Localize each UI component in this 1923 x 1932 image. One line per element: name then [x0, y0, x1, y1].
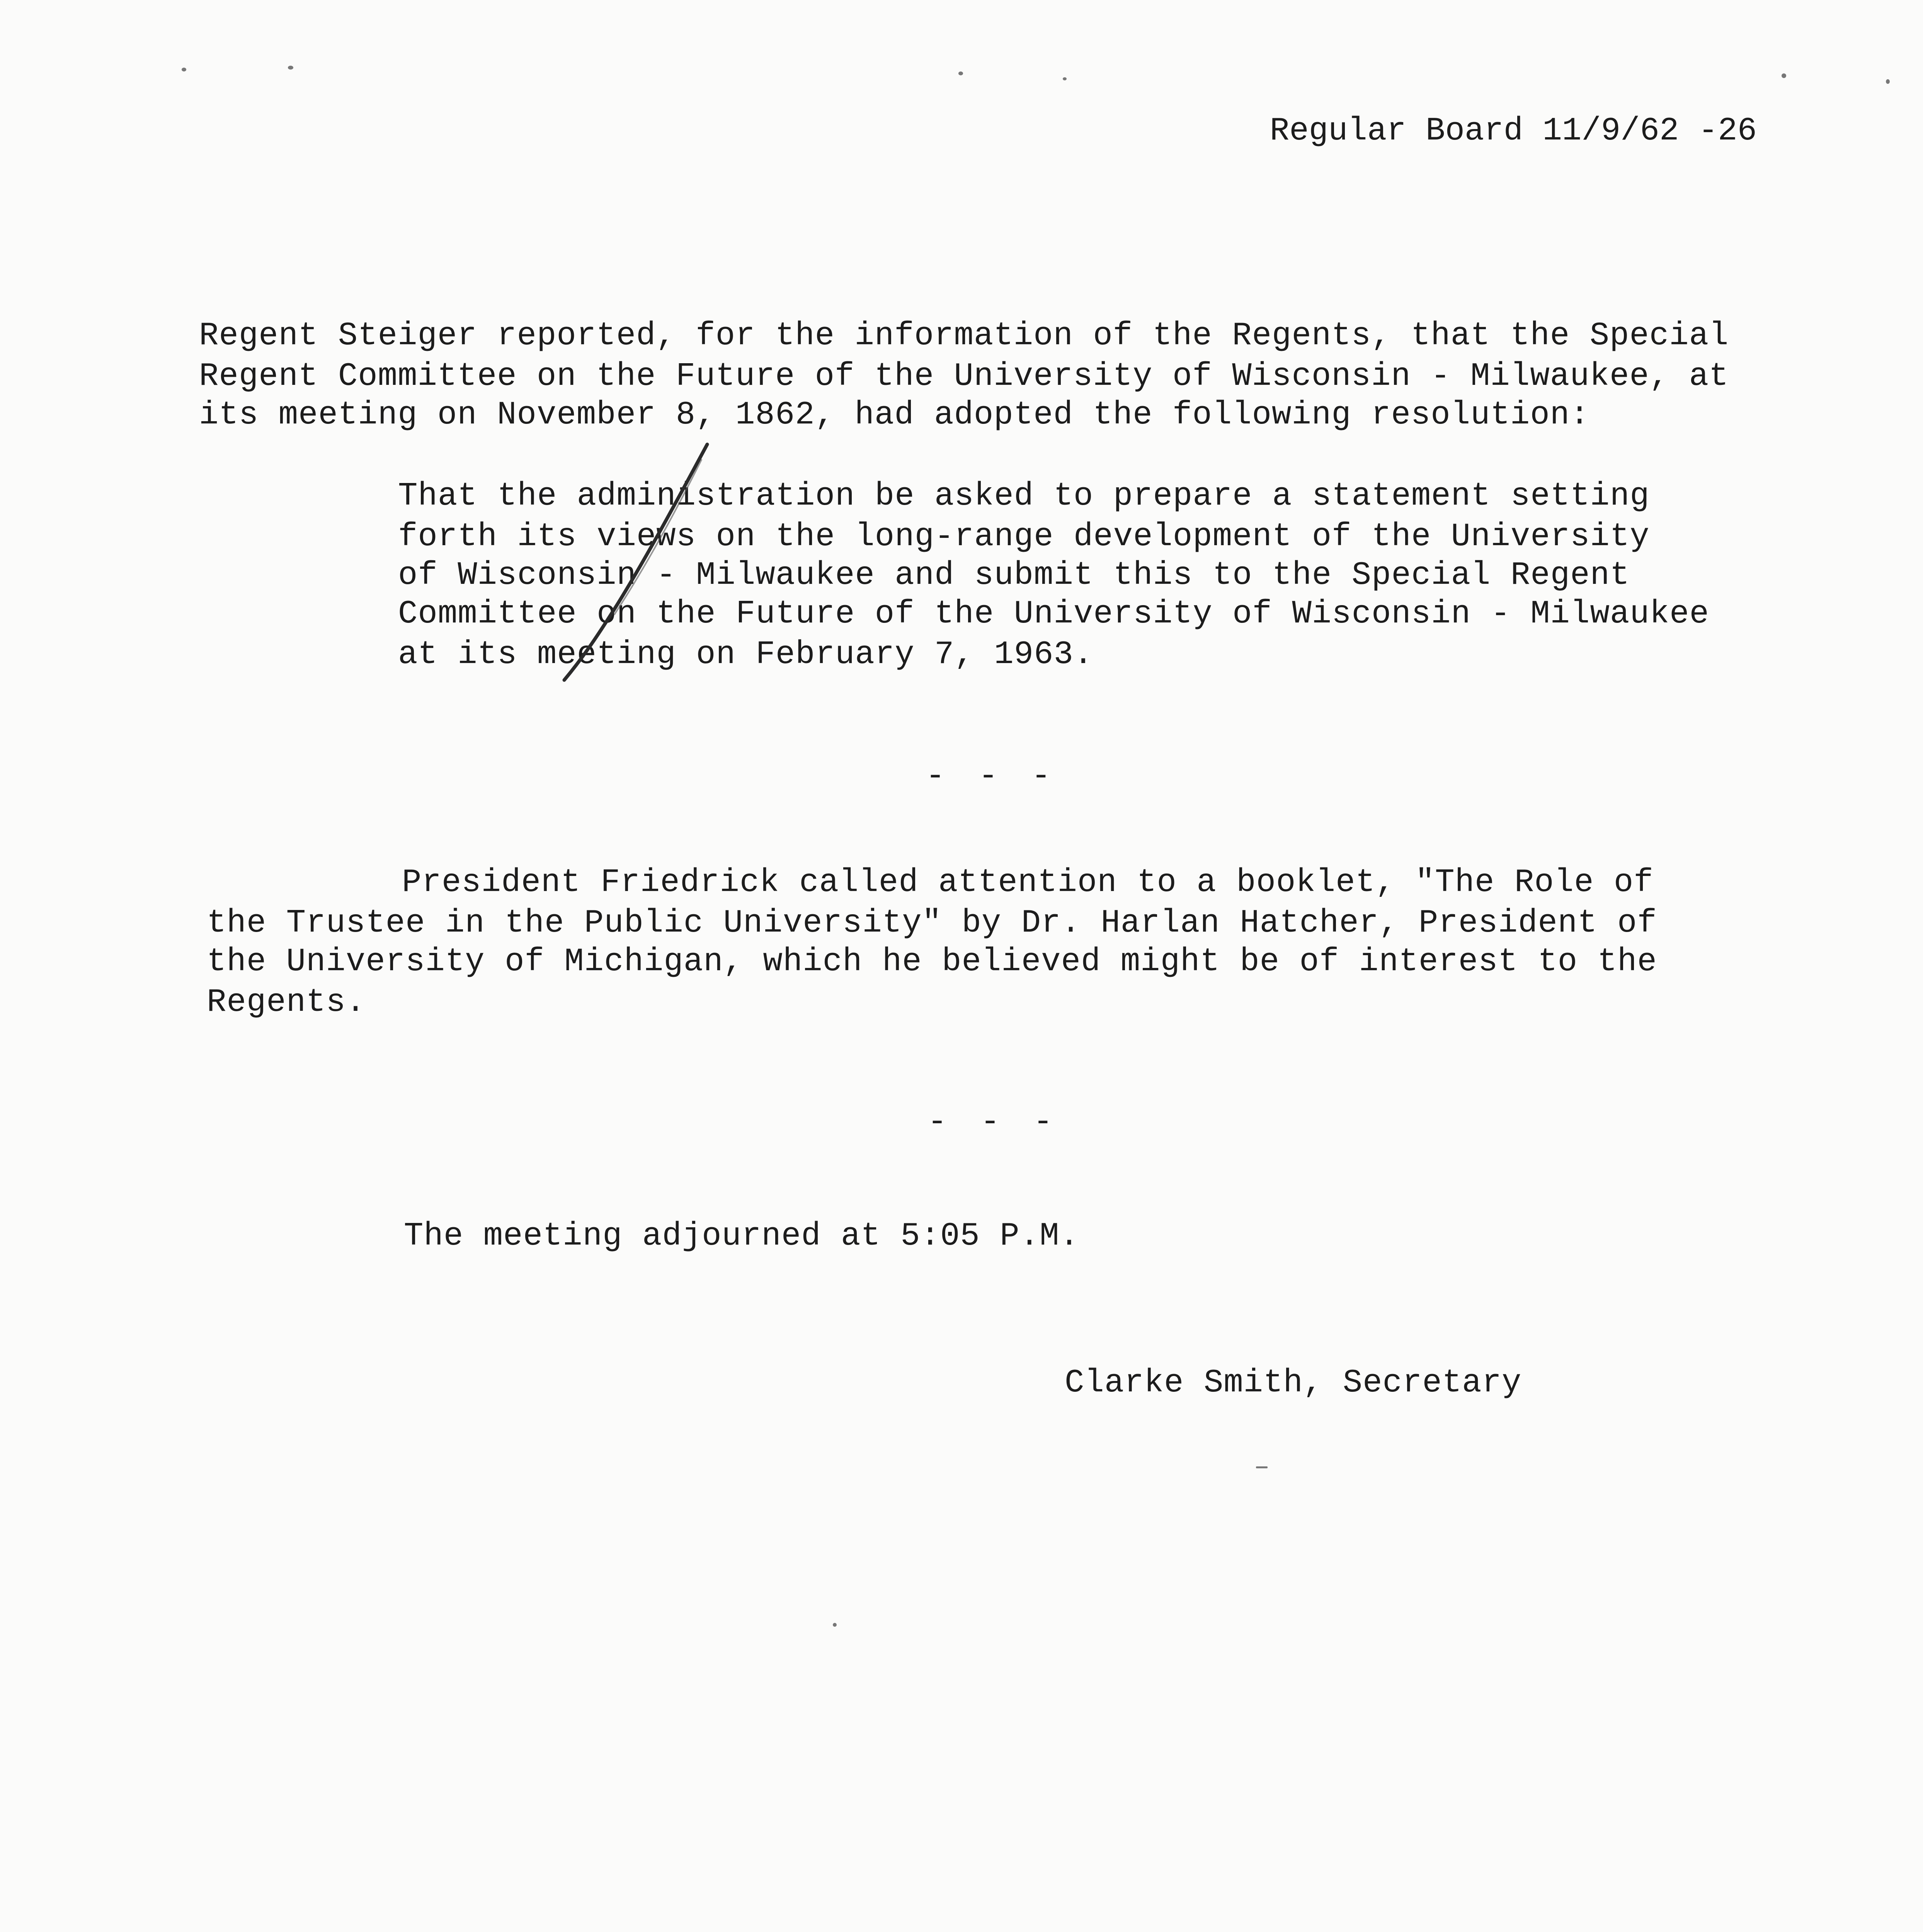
scan-speck [288, 66, 293, 70]
signature-line: Clarke Smith, Secretary [1065, 1365, 1522, 1401]
resolution-line-1: That the administration be asked to prepare a statement setting [398, 478, 1650, 515]
scan-speck [182, 68, 186, 71]
resolution-line-4: Committee on the Future of the University of Wisconsin - Milwaukee [398, 596, 1709, 633]
scan-speck [1256, 1466, 1268, 1468]
scan-speck [833, 1623, 837, 1627]
booklet-line-2: the Trustee in the Public University" by Dr. Harlan Hatcher, President of [207, 905, 1657, 942]
resolution-line-2: forth its views on the long-range development of the University [398, 519, 1650, 555]
booklet-line-4: Regents. [207, 984, 366, 1021]
resolution-line-5: at its meeting on February 7, 1963. [398, 636, 1094, 673]
scan-speck [958, 71, 963, 75]
section-separator-1: - - - [926, 758, 1058, 795]
booklet-line-3: the University of Michigan, which he believed might be of interest to the [207, 944, 1657, 980]
scan-speck [1782, 73, 1786, 78]
scan-speck [1063, 77, 1067, 80]
booklet-line-1: President Friedrick called attention to a booklet, "The Role of [402, 864, 1654, 901]
pen-stroke-mark [553, 437, 715, 684]
report-line-1: Regent Steiger reported, for the information of the Regents, that the Special [199, 318, 1729, 354]
adjournment-line: The meeting adjourned at 5:05 P.M. [404, 1218, 1079, 1255]
report-line-2: Regent Committee on the Future of the University of Wisconsin - Milwaukee, at [199, 358, 1729, 395]
page-header-reference: Regular Board 11/9/62 -26 [1270, 113, 1757, 150]
scan-speck [1886, 79, 1890, 84]
report-line-3: its meeting on November 8, 1862, had adopted the following resolution: [199, 397, 1590, 434]
resolution-line-3: of Wisconsin - Milwaukee and submit this to the Special Regent [398, 557, 1630, 594]
section-separator-2: - - - [927, 1104, 1060, 1141]
